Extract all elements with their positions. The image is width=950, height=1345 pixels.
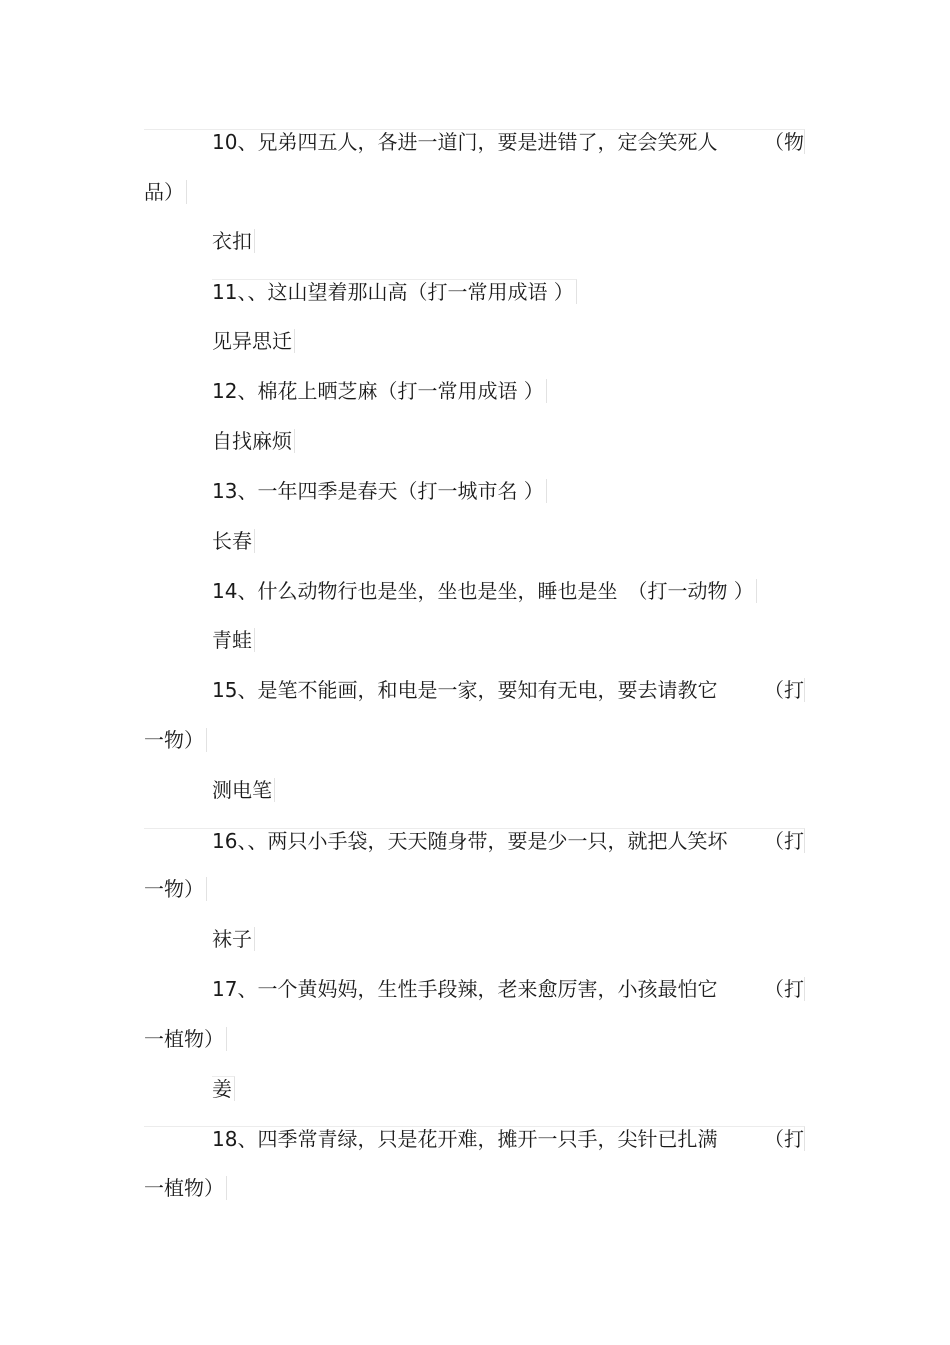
riddle-18-question: 18、四季常青绿，只是花开难，摊开一只手，尖针已扎满 xyxy=(212,1127,718,1151)
riddle-18-hint-end: 一植物） xyxy=(144,1176,227,1200)
riddle-17-hint-start: （打 xyxy=(764,977,804,1001)
riddle-17-question: 17、一个黄妈妈，生性手段辣，老来愈厉害，小孩最怕它 xyxy=(212,977,718,1001)
riddle-12-question: 12、棉花上晒芝麻（打一常用成语 ） xyxy=(212,379,547,403)
riddle-12-answer: 自找麻烦 xyxy=(212,429,295,453)
riddle-15-question-line xyxy=(144,678,805,702)
riddle-17-hint-end: 一植物） xyxy=(144,1027,227,1051)
riddle-16-hint-end: 一物） xyxy=(144,877,207,901)
riddle-16-question: 16、、两只小手袋，天天随身带，要是少一只，就把人笑坏 xyxy=(212,829,728,853)
riddle-11-answer: 见异思迁 xyxy=(212,329,295,353)
riddle-10-answer: 衣扣 xyxy=(212,229,255,253)
riddle-16-question-line xyxy=(144,828,805,853)
riddle-16-hint-start: （打 xyxy=(764,829,804,853)
riddle-10-hint-end: 品） xyxy=(144,180,187,204)
riddle-15-question: 15、是笔不能画，和电是一家，要知有无电，要去请教它 xyxy=(212,678,718,702)
riddle-15-answer: 测电笔 xyxy=(212,778,275,802)
riddle-18-hint-start: （打 xyxy=(764,1127,804,1151)
riddle-10-hint-start: （物 xyxy=(764,130,804,154)
riddle-18-question-line xyxy=(144,1126,805,1151)
riddle-15-hint-start: （打 xyxy=(764,678,804,702)
riddle-14-question: 14、什么动物行也是坐，坐也是坐，睡也是坐 （打一动物 ） xyxy=(212,579,757,603)
riddle-15-hint-end: 一物） xyxy=(144,728,207,752)
riddle-17-question-line xyxy=(144,977,805,1001)
riddle-10-question: 10、兄弟四五人，各进一道门，要是进错了，定会笑死人 xyxy=(212,130,718,154)
riddle-13-answer: 长春 xyxy=(212,529,255,553)
riddle-13-question: 13、一年四季是春天（打一城市名 ） xyxy=(212,479,547,503)
riddle-14-answer: 青蛙 xyxy=(212,628,255,652)
riddle-10-question-line xyxy=(144,129,805,154)
riddle-11-question: 11、、这山望着那山高（打一常用成语 ） xyxy=(212,279,577,304)
riddle-17-answer: 姜 xyxy=(212,1076,235,1101)
riddle-16-answer: 袜子 xyxy=(212,927,255,951)
